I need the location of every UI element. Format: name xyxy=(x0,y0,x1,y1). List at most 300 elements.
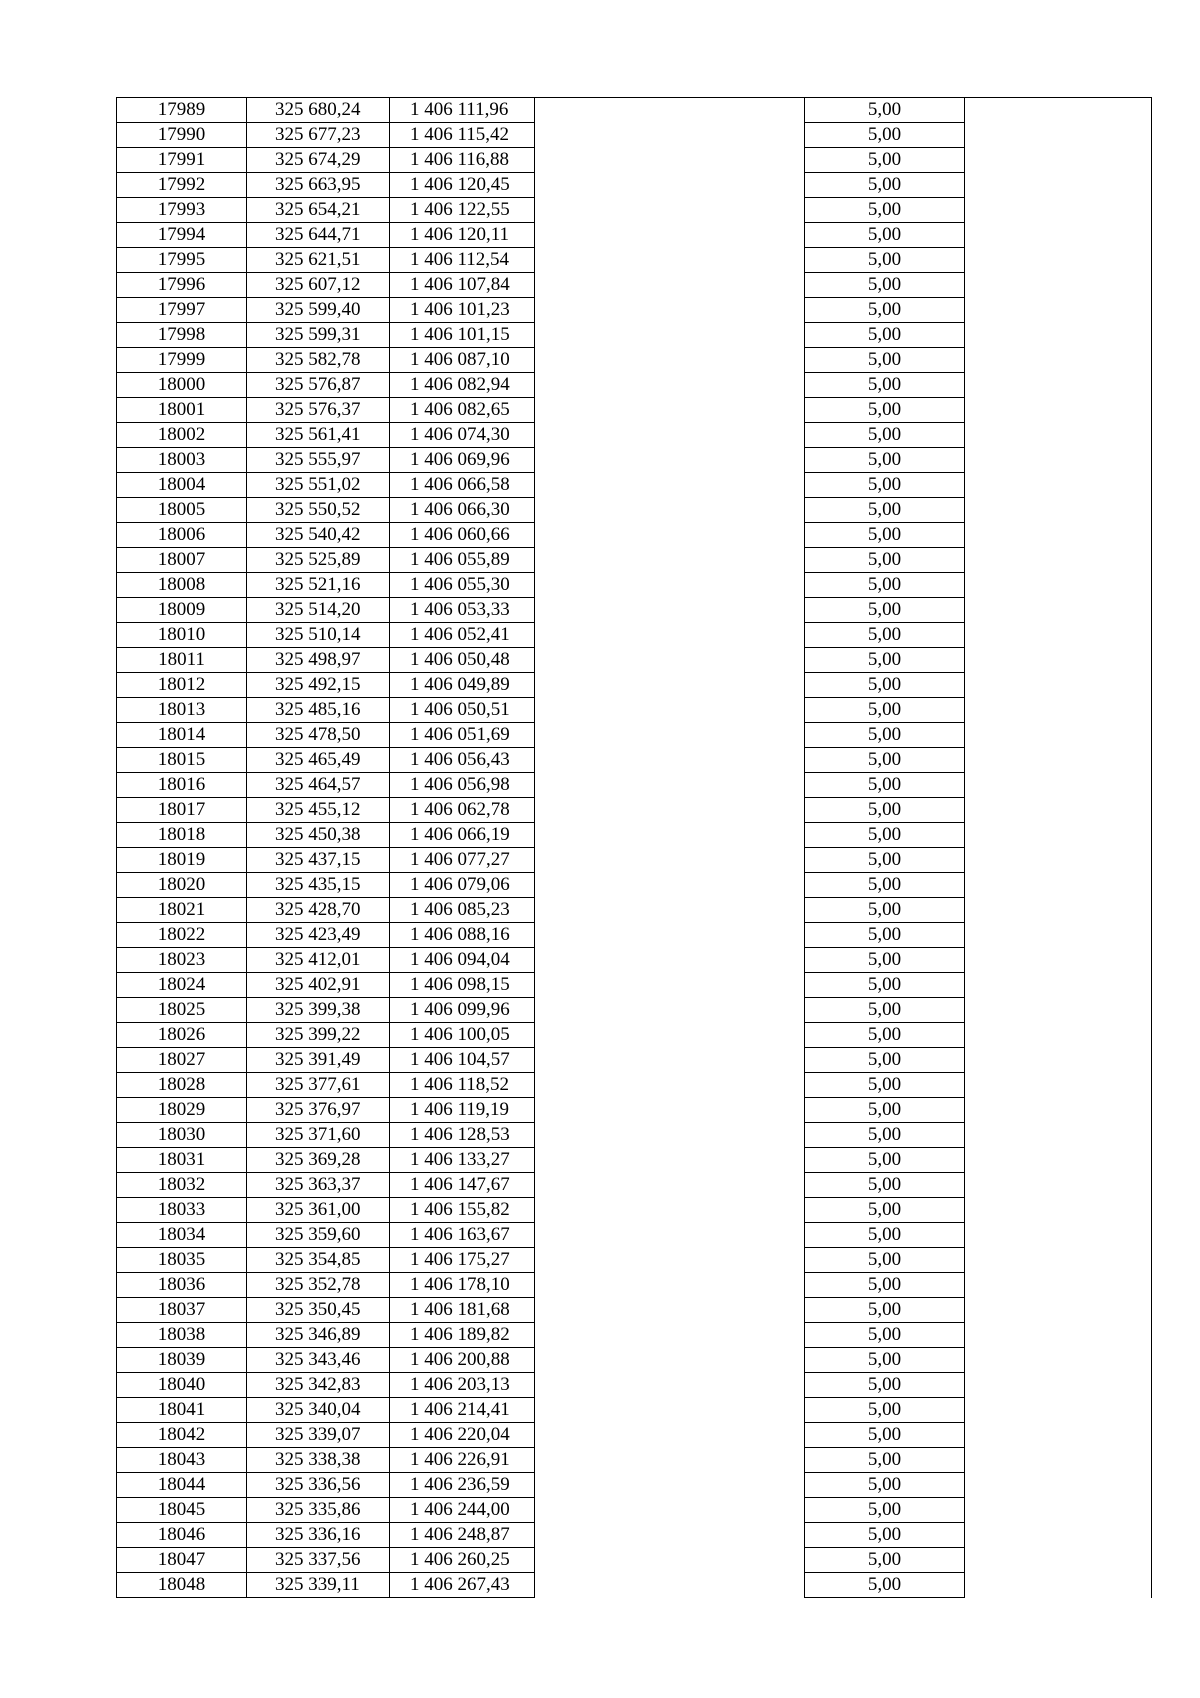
coordinates-table-body xyxy=(117,98,1152,1598)
value-cell: 5,00 xyxy=(805,523,965,548)
point-number-cell: 18011 xyxy=(117,648,247,673)
y-coordinate-cell: 1 406 200,88 xyxy=(390,1348,535,1373)
y-coordinate-cell: 1 406 115,42 xyxy=(390,123,535,148)
point-number-cell: 17989 xyxy=(117,98,247,123)
empty-cell xyxy=(965,1048,1152,1073)
table-row xyxy=(117,1373,1152,1398)
empty-cell xyxy=(535,823,805,848)
table-row xyxy=(117,998,1152,1023)
empty-cell xyxy=(965,1448,1152,1473)
y-coordinate-cell: 1 406 085,23 xyxy=(390,898,535,923)
y-coordinate-cell: 1 406 163,67 xyxy=(390,1223,535,1248)
value-cell: 5,00 xyxy=(805,1348,965,1373)
empty-cell xyxy=(535,848,805,873)
x-coordinate-cell: 325 352,78 xyxy=(247,1273,390,1298)
table-row xyxy=(117,748,1152,773)
empty-cell xyxy=(535,1523,805,1548)
point-number-cell: 18025 xyxy=(117,998,247,1023)
point-number-cell: 18032 xyxy=(117,1173,247,1198)
point-number-cell: 18020 xyxy=(117,873,247,898)
empty-cell xyxy=(965,898,1152,923)
y-coordinate-cell: 1 406 120,45 xyxy=(390,173,535,198)
x-coordinate-cell: 325 343,46 xyxy=(247,1348,390,1373)
y-coordinate-cell: 1 406 189,82 xyxy=(390,1323,535,1348)
y-coordinate-cell: 1 406 062,78 xyxy=(390,798,535,823)
empty-cell xyxy=(965,1323,1152,1348)
y-coordinate-cell: 1 406 066,19 xyxy=(390,823,535,848)
y-coordinate-cell: 1 406 055,30 xyxy=(390,573,535,598)
value-cell: 5,00 xyxy=(805,598,965,623)
empty-cell xyxy=(965,948,1152,973)
y-coordinate-cell: 1 406 120,11 xyxy=(390,223,535,248)
table-row xyxy=(117,1048,1152,1073)
empty-cell xyxy=(535,1548,805,1573)
coordinates-table xyxy=(116,97,1152,1598)
point-number-cell: 18007 xyxy=(117,548,247,573)
y-coordinate-cell: 1 406 094,04 xyxy=(390,948,535,973)
x-coordinate-cell: 325 339,07 xyxy=(247,1423,390,1448)
empty-cell xyxy=(965,373,1152,398)
table-row xyxy=(117,1548,1152,1573)
empty-cell xyxy=(535,273,805,298)
x-coordinate-cell: 325 576,37 xyxy=(247,398,390,423)
x-coordinate-cell: 325 607,12 xyxy=(247,273,390,298)
table-row xyxy=(117,323,1152,348)
x-coordinate-cell: 325 550,52 xyxy=(247,498,390,523)
empty-cell xyxy=(535,1048,805,1073)
table-row xyxy=(117,1498,1152,1523)
table-row xyxy=(117,1398,1152,1423)
empty-cell xyxy=(535,1398,805,1423)
empty-cell xyxy=(965,1073,1152,1098)
value-cell: 5,00 xyxy=(805,748,965,773)
value-cell: 5,00 xyxy=(805,1448,965,1473)
value-cell: 5,00 xyxy=(805,323,965,348)
empty-cell xyxy=(965,1498,1152,1523)
empty-cell xyxy=(535,623,805,648)
x-coordinate-cell: 325 540,42 xyxy=(247,523,390,548)
table-row xyxy=(117,223,1152,248)
x-coordinate-cell: 325 435,15 xyxy=(247,873,390,898)
empty-cell xyxy=(965,423,1152,448)
x-coordinate-cell: 325 391,49 xyxy=(247,1048,390,1073)
y-coordinate-cell: 1 406 101,23 xyxy=(390,298,535,323)
table-row xyxy=(117,1223,1152,1248)
table-row xyxy=(117,198,1152,223)
empty-cell xyxy=(965,448,1152,473)
y-coordinate-cell: 1 406 079,06 xyxy=(390,873,535,898)
empty-cell xyxy=(965,998,1152,1023)
table-row xyxy=(117,1523,1152,1548)
point-number-cell: 18033 xyxy=(117,1198,247,1223)
value-cell: 5,00 xyxy=(805,1398,965,1423)
empty-cell xyxy=(535,98,805,123)
x-coordinate-cell: 325 428,70 xyxy=(247,898,390,923)
y-coordinate-cell: 1 406 050,48 xyxy=(390,648,535,673)
empty-cell xyxy=(535,148,805,173)
empty-cell xyxy=(965,1573,1152,1598)
table-row xyxy=(117,723,1152,748)
value-cell: 5,00 xyxy=(805,1273,965,1298)
point-number-cell: 18003 xyxy=(117,448,247,473)
empty-cell xyxy=(965,173,1152,198)
y-coordinate-cell: 1 406 066,30 xyxy=(390,498,535,523)
y-coordinate-cell: 1 406 053,33 xyxy=(390,598,535,623)
empty-cell xyxy=(535,673,805,698)
empty-cell xyxy=(535,1348,805,1373)
y-coordinate-cell: 1 406 060,66 xyxy=(390,523,535,548)
value-cell: 5,00 xyxy=(805,1373,965,1398)
value-cell: 5,00 xyxy=(805,448,965,473)
point-number-cell: 18001 xyxy=(117,398,247,423)
x-coordinate-cell: 325 350,45 xyxy=(247,1298,390,1323)
value-cell: 5,00 xyxy=(805,873,965,898)
empty-cell xyxy=(535,123,805,148)
empty-cell xyxy=(535,773,805,798)
empty-cell xyxy=(535,1298,805,1323)
point-number-cell: 17998 xyxy=(117,323,247,348)
empty-cell xyxy=(965,823,1152,848)
empty-cell xyxy=(965,798,1152,823)
value-cell: 5,00 xyxy=(805,123,965,148)
empty-cell xyxy=(965,348,1152,373)
y-coordinate-cell: 1 406 203,13 xyxy=(390,1373,535,1398)
x-coordinate-cell: 325 677,23 xyxy=(247,123,390,148)
point-number-cell: 18029 xyxy=(117,1098,247,1123)
empty-cell xyxy=(965,598,1152,623)
point-number-cell: 18009 xyxy=(117,598,247,623)
y-coordinate-cell: 1 406 155,82 xyxy=(390,1198,535,1223)
table-row xyxy=(117,373,1152,398)
empty-cell xyxy=(535,1223,805,1248)
table-row xyxy=(117,1273,1152,1298)
point-number-cell: 18044 xyxy=(117,1473,247,1498)
point-number-cell: 18017 xyxy=(117,798,247,823)
value-cell: 5,00 xyxy=(805,1573,965,1598)
value-cell: 5,00 xyxy=(805,298,965,323)
empty-cell xyxy=(965,498,1152,523)
empty-cell xyxy=(965,1473,1152,1498)
value-cell: 5,00 xyxy=(805,723,965,748)
empty-cell xyxy=(535,323,805,348)
empty-cell xyxy=(535,248,805,273)
y-coordinate-cell: 1 406 112,54 xyxy=(390,248,535,273)
point-number-cell: 18000 xyxy=(117,373,247,398)
empty-cell xyxy=(535,423,805,448)
value-cell: 5,00 xyxy=(805,473,965,498)
x-coordinate-cell: 325 555,97 xyxy=(247,448,390,473)
x-coordinate-cell: 325 377,61 xyxy=(247,1073,390,1098)
point-number-cell: 18042 xyxy=(117,1423,247,1448)
empty-cell xyxy=(965,973,1152,998)
y-coordinate-cell: 1 406 175,27 xyxy=(390,1248,535,1273)
empty-cell xyxy=(535,573,805,598)
y-coordinate-cell: 1 406 082,65 xyxy=(390,398,535,423)
x-coordinate-cell: 325 464,57 xyxy=(247,773,390,798)
empty-cell xyxy=(965,1373,1152,1398)
y-coordinate-cell: 1 406 069,96 xyxy=(390,448,535,473)
table-row xyxy=(117,523,1152,548)
point-number-cell: 18040 xyxy=(117,1373,247,1398)
point-number-cell: 17993 xyxy=(117,198,247,223)
point-number-cell: 17996 xyxy=(117,273,247,298)
empty-cell xyxy=(965,1248,1152,1273)
point-number-cell: 17999 xyxy=(117,348,247,373)
value-cell: 5,00 xyxy=(805,173,965,198)
table-row xyxy=(117,1423,1152,1448)
table-row xyxy=(117,398,1152,423)
value-cell: 5,00 xyxy=(805,223,965,248)
y-coordinate-cell: 1 406 226,91 xyxy=(390,1448,535,1473)
x-coordinate-cell: 325 576,87 xyxy=(247,373,390,398)
empty-cell xyxy=(535,1573,805,1598)
value-cell: 5,00 xyxy=(805,898,965,923)
point-number-cell: 18036 xyxy=(117,1273,247,1298)
table-row xyxy=(117,348,1152,373)
x-coordinate-cell: 325 437,15 xyxy=(247,848,390,873)
empty-cell xyxy=(535,948,805,973)
value-cell: 5,00 xyxy=(805,148,965,173)
table-row xyxy=(117,1148,1152,1173)
x-coordinate-cell: 325 363,37 xyxy=(247,1173,390,1198)
point-number-cell: 18014 xyxy=(117,723,247,748)
empty-cell xyxy=(965,648,1152,673)
point-number-cell: 18012 xyxy=(117,673,247,698)
table-row xyxy=(117,123,1152,148)
empty-cell xyxy=(535,923,805,948)
table-row xyxy=(117,298,1152,323)
table-row xyxy=(117,773,1152,798)
value-cell: 5,00 xyxy=(805,1298,965,1323)
y-coordinate-cell: 1 406 236,59 xyxy=(390,1473,535,1498)
value-cell: 5,00 xyxy=(805,623,965,648)
empty-cell xyxy=(535,473,805,498)
x-coordinate-cell: 325 674,29 xyxy=(247,148,390,173)
y-coordinate-cell: 1 406 074,30 xyxy=(390,423,535,448)
empty-cell xyxy=(535,348,805,373)
y-coordinate-cell: 1 406 107,84 xyxy=(390,273,535,298)
value-cell: 5,00 xyxy=(805,98,965,123)
empty-cell xyxy=(535,1123,805,1148)
empty-cell xyxy=(965,398,1152,423)
empty-cell xyxy=(965,873,1152,898)
empty-cell xyxy=(535,398,805,423)
value-cell: 5,00 xyxy=(805,273,965,298)
empty-cell xyxy=(535,1498,805,1523)
point-number-cell: 18041 xyxy=(117,1398,247,1423)
empty-cell xyxy=(965,548,1152,573)
point-number-cell: 18019 xyxy=(117,848,247,873)
y-coordinate-cell: 1 406 122,55 xyxy=(390,198,535,223)
empty-cell xyxy=(535,1373,805,1398)
point-number-cell: 18048 xyxy=(117,1573,247,1598)
point-number-cell: 18023 xyxy=(117,948,247,973)
x-coordinate-cell: 325 337,56 xyxy=(247,1548,390,1573)
value-cell: 5,00 xyxy=(805,1198,965,1223)
empty-cell xyxy=(535,173,805,198)
x-coordinate-cell: 325 680,24 xyxy=(247,98,390,123)
empty-cell xyxy=(965,848,1152,873)
y-coordinate-cell: 1 406 116,88 xyxy=(390,148,535,173)
value-cell: 5,00 xyxy=(805,373,965,398)
y-coordinate-cell: 1 406 181,68 xyxy=(390,1298,535,1323)
value-cell: 5,00 xyxy=(805,1423,965,1448)
point-number-cell: 18021 xyxy=(117,898,247,923)
empty-cell xyxy=(965,923,1152,948)
point-number-cell: 17991 xyxy=(117,148,247,173)
y-coordinate-cell: 1 406 056,43 xyxy=(390,748,535,773)
x-coordinate-cell: 325 663,95 xyxy=(247,173,390,198)
value-cell: 5,00 xyxy=(805,973,965,998)
empty-cell xyxy=(965,298,1152,323)
value-cell: 5,00 xyxy=(805,1048,965,1073)
x-coordinate-cell: 325 455,12 xyxy=(247,798,390,823)
table-row xyxy=(117,173,1152,198)
empty-cell xyxy=(965,748,1152,773)
point-number-cell: 18008 xyxy=(117,573,247,598)
table-row xyxy=(117,273,1152,298)
value-cell: 5,00 xyxy=(805,1223,965,1248)
empty-cell xyxy=(535,523,805,548)
point-number-cell: 18026 xyxy=(117,1023,247,1048)
empty-cell xyxy=(965,523,1152,548)
empty-cell xyxy=(535,1248,805,1273)
empty-cell xyxy=(535,1173,805,1198)
y-coordinate-cell: 1 406 104,57 xyxy=(390,1048,535,1073)
empty-cell xyxy=(965,123,1152,148)
empty-cell xyxy=(965,473,1152,498)
empty-cell xyxy=(535,1423,805,1448)
empty-cell xyxy=(535,698,805,723)
point-number-cell: 18013 xyxy=(117,698,247,723)
table-row xyxy=(117,1573,1152,1598)
x-coordinate-cell: 325 654,21 xyxy=(247,198,390,223)
y-coordinate-cell: 1 406 049,89 xyxy=(390,673,535,698)
x-coordinate-cell: 325 582,78 xyxy=(247,348,390,373)
value-cell: 5,00 xyxy=(805,1123,965,1148)
x-coordinate-cell: 325 346,89 xyxy=(247,1323,390,1348)
point-number-cell: 17994 xyxy=(117,223,247,248)
empty-cell xyxy=(965,248,1152,273)
empty-cell xyxy=(535,748,805,773)
y-coordinate-cell: 1 406 101,15 xyxy=(390,323,535,348)
value-cell: 5,00 xyxy=(805,648,965,673)
empty-cell xyxy=(535,548,805,573)
empty-cell xyxy=(535,1273,805,1298)
empty-cell xyxy=(535,448,805,473)
point-number-cell: 17995 xyxy=(117,248,247,273)
y-coordinate-cell: 1 406 066,58 xyxy=(390,473,535,498)
table-row xyxy=(117,973,1152,998)
y-coordinate-cell: 1 406 119,19 xyxy=(390,1098,535,1123)
y-coordinate-cell: 1 406 098,15 xyxy=(390,973,535,998)
table-row xyxy=(117,573,1152,598)
empty-cell xyxy=(965,1423,1152,1448)
empty-cell xyxy=(965,623,1152,648)
value-cell: 5,00 xyxy=(805,1523,965,1548)
value-cell: 5,00 xyxy=(805,923,965,948)
x-coordinate-cell: 325 551,02 xyxy=(247,473,390,498)
empty-cell xyxy=(535,873,805,898)
table-row xyxy=(117,873,1152,898)
y-coordinate-cell: 1 406 077,27 xyxy=(390,848,535,873)
y-coordinate-cell: 1 406 111,96 xyxy=(390,98,535,123)
value-cell: 5,00 xyxy=(805,798,965,823)
point-number-cell: 18024 xyxy=(117,973,247,998)
value-cell: 5,00 xyxy=(805,1148,965,1173)
x-coordinate-cell: 325 485,16 xyxy=(247,698,390,723)
x-coordinate-cell: 325 338,38 xyxy=(247,1448,390,1473)
y-coordinate-cell: 1 406 052,41 xyxy=(390,623,535,648)
x-coordinate-cell: 325 514,20 xyxy=(247,598,390,623)
empty-cell xyxy=(965,1098,1152,1123)
table-row xyxy=(117,548,1152,573)
point-number-cell: 18022 xyxy=(117,923,247,948)
point-number-cell: 18031 xyxy=(117,1148,247,1173)
value-cell: 5,00 xyxy=(805,673,965,698)
x-coordinate-cell: 325 510,14 xyxy=(247,623,390,648)
empty-cell xyxy=(535,1023,805,1048)
y-coordinate-cell: 1 406 260,25 xyxy=(390,1548,535,1573)
table-row xyxy=(117,248,1152,273)
point-number-cell: 18045 xyxy=(117,1498,247,1523)
x-coordinate-cell: 325 402,91 xyxy=(247,973,390,998)
y-coordinate-cell: 1 406 244,00 xyxy=(390,1498,535,1523)
y-coordinate-cell: 1 406 133,27 xyxy=(390,1148,535,1173)
empty-cell xyxy=(535,1073,805,1098)
empty-cell xyxy=(535,598,805,623)
y-coordinate-cell: 1 406 128,53 xyxy=(390,1123,535,1148)
x-coordinate-cell: 325 621,51 xyxy=(247,248,390,273)
y-coordinate-cell: 1 406 055,89 xyxy=(390,548,535,573)
table-row xyxy=(117,673,1152,698)
table-row xyxy=(117,498,1152,523)
point-number-cell: 18038 xyxy=(117,1323,247,1348)
empty-cell xyxy=(965,1273,1152,1298)
value-cell: 5,00 xyxy=(805,1248,965,1273)
empty-cell xyxy=(535,723,805,748)
value-cell: 5,00 xyxy=(805,773,965,798)
empty-cell xyxy=(535,998,805,1023)
y-coordinate-cell: 1 406 178,10 xyxy=(390,1273,535,1298)
point-number-cell: 18006 xyxy=(117,523,247,548)
empty-cell xyxy=(965,148,1152,173)
table-row xyxy=(117,98,1152,123)
empty-cell xyxy=(535,798,805,823)
x-coordinate-cell: 325 354,85 xyxy=(247,1248,390,1273)
x-coordinate-cell: 325 335,86 xyxy=(247,1498,390,1523)
x-coordinate-cell: 325 561,41 xyxy=(247,423,390,448)
empty-cell xyxy=(535,498,805,523)
y-coordinate-cell: 1 406 099,96 xyxy=(390,998,535,1023)
y-coordinate-cell: 1 406 088,16 xyxy=(390,923,535,948)
value-cell: 5,00 xyxy=(805,573,965,598)
y-coordinate-cell: 1 406 087,10 xyxy=(390,348,535,373)
empty-cell xyxy=(535,648,805,673)
x-coordinate-cell: 325 492,15 xyxy=(247,673,390,698)
empty-cell xyxy=(965,1348,1152,1373)
table-row xyxy=(117,898,1152,923)
empty-cell xyxy=(965,98,1152,123)
table-row xyxy=(117,1123,1152,1148)
table-row xyxy=(117,623,1152,648)
x-coordinate-cell: 325 465,49 xyxy=(247,748,390,773)
value-cell: 5,00 xyxy=(805,848,965,873)
table-row xyxy=(117,1073,1152,1098)
empty-cell xyxy=(965,1398,1152,1423)
table-row xyxy=(117,598,1152,623)
empty-cell xyxy=(965,1173,1152,1198)
